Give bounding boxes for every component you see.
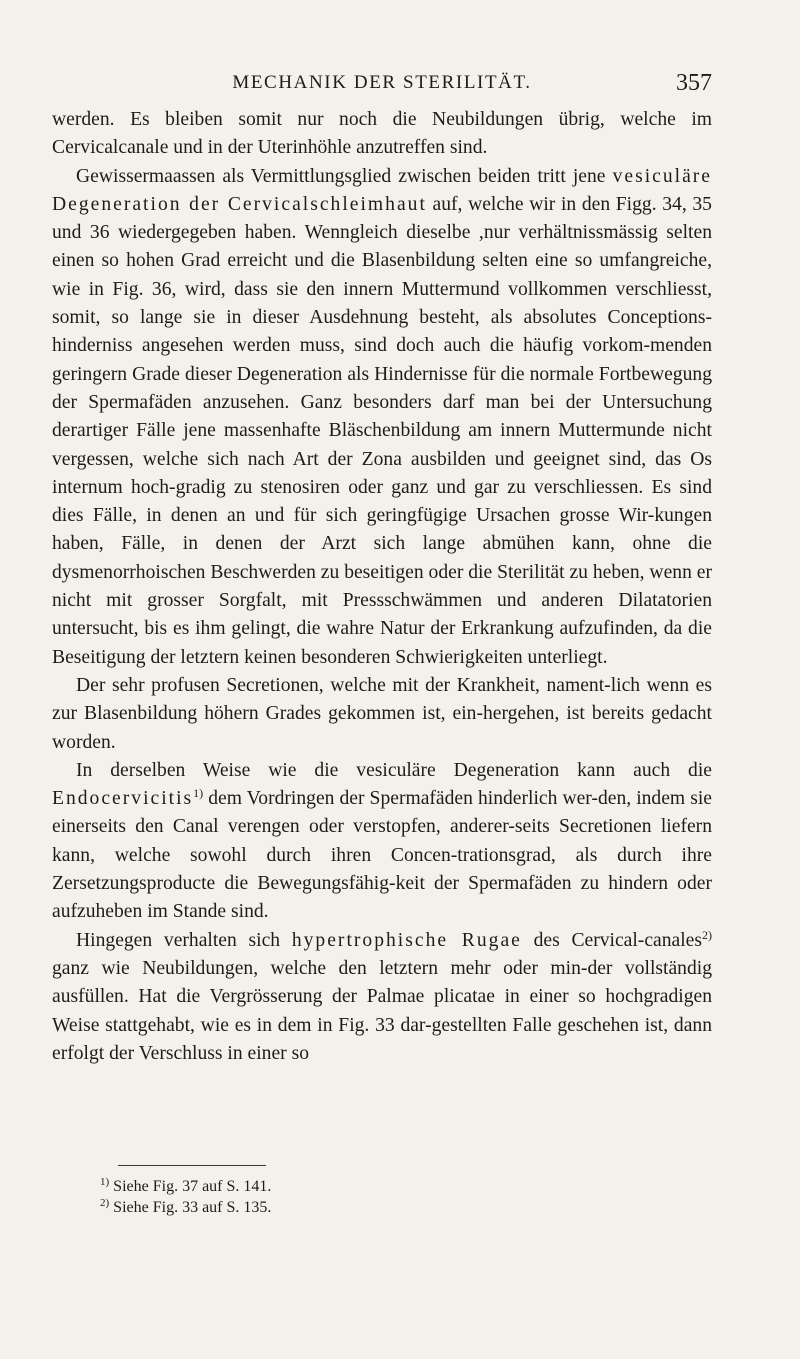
footnote-divider (118, 1165, 266, 1166)
footnote-ref-2: 2) (702, 927, 712, 942)
term-hypertrophische-rugae: hypertrophische Rugae (291, 929, 522, 951)
page-number: 357 (676, 70, 712, 96)
term-vesiculaere-degeneration: vesiculäre Degeneration der Cervicalschleimhaut (52, 165, 712, 215)
page-header (52, 68, 712, 98)
paragraph-3-text: Der sehr profusen Secretionen, welche mit der Krankheit, nament-lich wenn es zur Blasenbildung höhern Grades gekommen ist, ein-hergehen, ist bereits gedacht worden. (52, 674, 712, 753)
paragraph-2-text-b: auf, welche wir in den Figg. 34, 35 und 36 wiedergegeben haben. Wenngleich dieselbe ,nur verhältnissmässig selten einen so hohen Grad erreicht und die Blasenbildung selten eine so umfangreiche, wie in Fig. 36, wird, dass sie den innern Muttermund vollkommen verschliesst, somit, so lange sie in dieser Ausdehnung besteht, als absolutes Conceptions-hinderniss angesehen werden muss, sind doch auch die häufig vorkom-menden geringern Grade dieser Degeneration als Hindernisse für die normale Fortbewegung der Spermafäden anzusehen. Ganz besonders darf man bei der Untersuchung derartiger Fälle jene massenhafte Bläschenbildung am innern Muttermunde nicht vergessen, welche sich nach Art der Zona ausbilden und geeignet sind, das Os internum hoch-gradig zu stenosiren oder ganz und gar zu verschliessen. Es sind dies Fälle, in denen an und für sich geringfügige Ursachen grosse Wir-kungen haben, Fälle, in denen der Arzt sich lange abmühen kann, ohne die dysmenorrhoischen Beschwerden zu beseitigen oder die Sterilität zu heben, wenn er nicht mit grosser Sorgfalt, mit Pressschwämmen und anderen Dilatatorien untersucht, bis es ihm gelingt, die wahre Natur der Erkrankung aufzufinden, da die Beseitigung der letztern keinen besonderen Schwierigkeiten unterliegt. (52, 193, 712, 668)
paragraph-1 (52, 106, 712, 163)
paragraph-2 (52, 163, 712, 672)
paragraph-5-text-b: des Cervical-canales (533, 929, 702, 951)
footnote-1-mark: 1) (100, 1176, 110, 1188)
paragraph-2-text-a: Gewissermaassen als Vermittlungsglied zwischen beiden tritt jene (76, 165, 606, 187)
paragraph-1-text: werden. Es bleiben somit nur noch die Neubildungen übrig, welche im Cervicalcanale und in der Uterinhöhle anzutreffen sind. (52, 109, 712, 159)
paragraph-5-text-a: Hingegen verhalten sich (76, 929, 281, 951)
paragraph-5 (52, 927, 712, 1068)
running-title: MECHANIK DER STERILITÄT. (232, 72, 532, 93)
footnote-2 (100, 1197, 271, 1218)
footnotes (100, 1176, 271, 1218)
paragraph-4 (52, 757, 712, 927)
paragraph-3 (52, 672, 712, 757)
footnote-2-mark: 2) (100, 1197, 110, 1209)
paragraph-5-text-c: ganz wie Neubildungen, welche den letztern mehr oder min-der vollständig ausfüllen. Hat die Vergrösserung der Palmae plicatae in einer so hochgradigen Weise stattgehabt, wie es in dem in Fig. 33 dar-gestellten Falle geschehen ist, dann erfolgt der Verschluss in einer so (52, 957, 712, 1064)
paragraph-4-text-b: dem Vordringen der Spermafäden hinderlich wer-den, indem sie einerseits den Canal verengen oder verstopfen, anderer-seits Secretionen liefern kann, welche sowohl durch ihren Concen-trationsgrad, als durch ihre Zersetzungsproducte die Bewegungsfähig-keit der Spermafäden zu hindern oder aufzuheben im Stande sind. (52, 788, 712, 923)
footnote-2-text: Siehe Fig. 33 auf S. 135. (113, 1199, 272, 1216)
footnote-ref-1: 1) (193, 786, 204, 801)
footnote-1 (100, 1176, 271, 1197)
term-endocervicitis: Endocervicitis (52, 788, 194, 810)
paragraph-4-text-a: In derselben Weise wie die vesiculäre Degeneration kann auch die (76, 759, 712, 781)
body-text (52, 106, 712, 1068)
footnote-1-text: Siehe Fig. 37 auf S. 141. (113, 1178, 272, 1195)
